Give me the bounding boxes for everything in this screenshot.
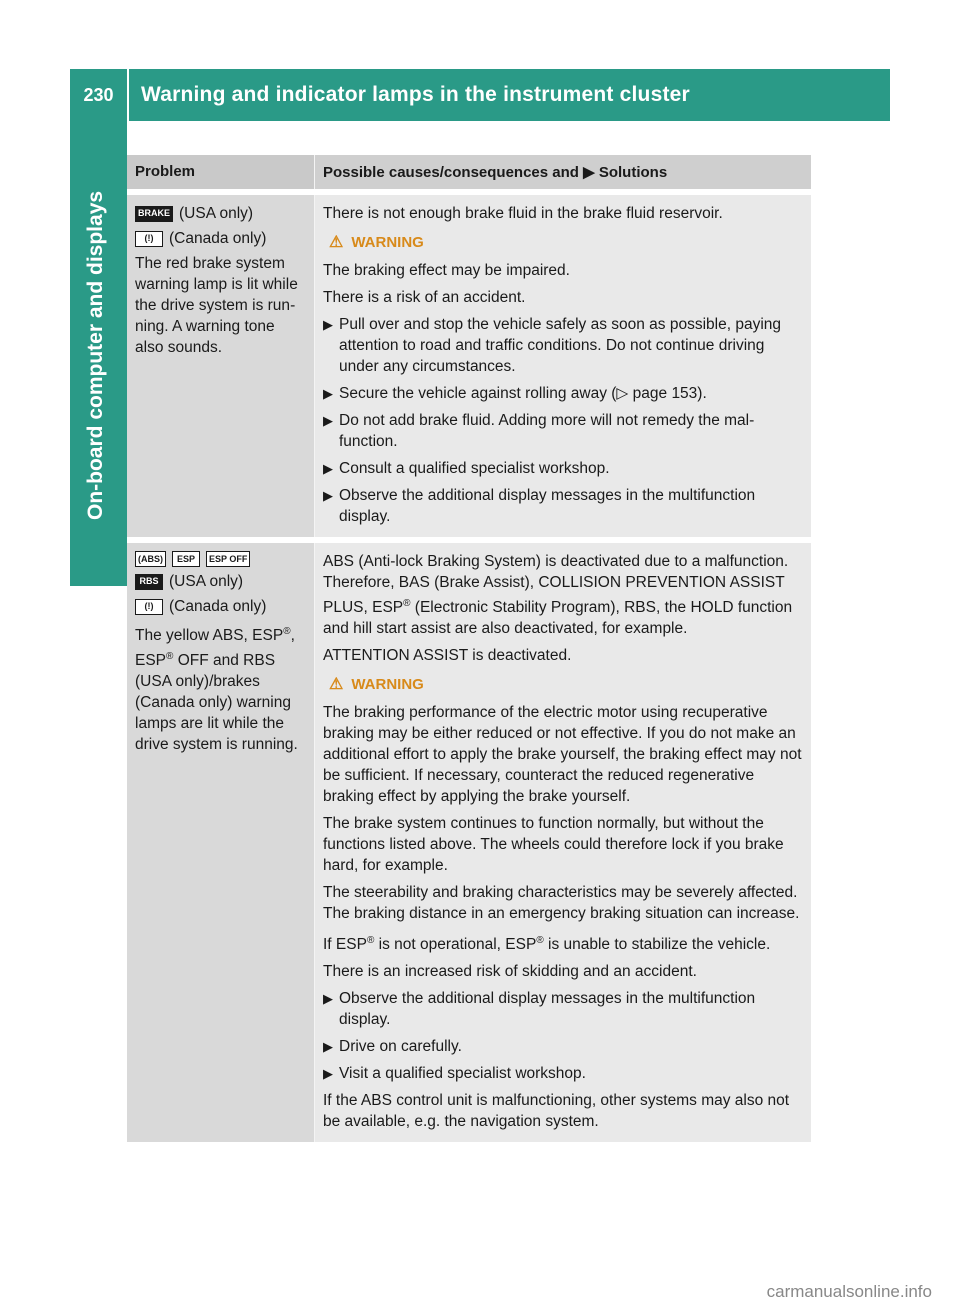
registered-mark: ®: [403, 598, 411, 609]
side-tab-label: On-board computer and displays: [84, 190, 107, 520]
warning-label: WARNING: [351, 675, 424, 693]
warning-triangle-icon: ⚠: [329, 676, 344, 694]
table-header-row: [127, 155, 811, 189]
effect-text: There is a risk of an accident.: [323, 289, 526, 306]
registered-mark: ®: [283, 626, 291, 637]
icon-caption: (Canada only): [169, 598, 267, 615]
bullet-text: Consult a qualified specialist workshop.: [339, 460, 610, 477]
header-solutions: [315, 155, 811, 189]
icon-line-canada: [135, 596, 306, 617]
problem-text: The red brake system warning lamp is lit while the drive system is running. A warning tone also sounds.: [135, 255, 298, 356]
bullet-arrow-icon: ▶: [323, 1066, 333, 1082]
list-item: [323, 988, 803, 1030]
warning-part: is not operational, ESP: [374, 936, 537, 954]
intro-part: (Electronic Stability Program), RBS, the HOLD function and hill start assist are also deactivated, for example.: [323, 599, 793, 638]
attention-text: ATTENTION ASSIST is deactivated.: [323, 647, 572, 665]
list-item: [323, 410, 803, 452]
warning-text: The steerability and braking characteristics may be severely affected. The braking distance in an emergency braking situation can increase.: [323, 884, 800, 923]
bullet-text: Drive on carefully.: [339, 1038, 462, 1056]
warning-heading: [329, 232, 803, 252]
warning-lamp-table: [127, 155, 811, 1142]
bullet-text: Do not add brake fluid. Adding more will not remedy the malfunction.: [339, 412, 755, 450]
list-item: [323, 485, 803, 527]
brake-warning-icon: (!): [135, 599, 163, 615]
warning-text: There is an increased risk of skidding and an accident.: [323, 963, 697, 981]
esp-icon: ESP: [172, 551, 200, 567]
play-arrow-icon: ▶: [583, 164, 595, 181]
icon-line-usa: [135, 203, 306, 224]
brake-icon: BRAKE: [135, 206, 173, 222]
problem-cell: [127, 195, 315, 537]
brake-warning-icon: (!): [135, 231, 163, 247]
solution-cell: [315, 543, 811, 1142]
icon-line-canada: [135, 228, 306, 249]
page-number: 230: [83, 84, 114, 105]
problem-text-part: , ESP: [135, 627, 295, 670]
bullet-arrow-icon: ▶: [323, 413, 333, 428]
solution-cell: [315, 195, 811, 537]
header-solutions-suffix: Solutions: [598, 164, 668, 181]
esp-off-icon: ESP OFF: [206, 551, 250, 567]
cause-text: There is not enough brake fluid in the brake fluid reservoir.: [323, 205, 723, 222]
list-item: [323, 458, 803, 479]
bullet-arrow-icon: ▶: [323, 317, 333, 332]
intro-text: [323, 551, 803, 639]
intro-part: ABS (Anti-lock Braking System) is deactivated due to a malfunction. Therefore, BAS (Brake Assist), COLLISION PREVENTION ASSIST PLUS, ESP: [323, 553, 789, 617]
problem-text: [135, 621, 306, 755]
header-solutions-prefix: Possible causes/consequences and: [323, 164, 579, 181]
warning-heading: [329, 674, 803, 694]
bullet-arrow-icon: ▶: [323, 461, 333, 476]
bullet-arrow-icon: ▶: [323, 1039, 333, 1055]
bullet-arrow-icon: ▶: [323, 488, 333, 503]
bullet-text: Visit a qualified specialist workshop.: [339, 1065, 586, 1083]
list-item: [323, 1063, 803, 1084]
icon-caption: (USA only): [179, 205, 254, 222]
warning-part: If ESP: [323, 936, 367, 954]
warning-part: is unable to stabilize the vehicle.: [543, 936, 771, 954]
list-item: [323, 1036, 803, 1057]
registered-mark: ®: [536, 935, 544, 947]
icon-caption: (USA only): [169, 573, 244, 590]
problem-cell: [127, 543, 315, 1142]
warning-label: WARNING: [351, 233, 424, 251]
list-item: [323, 314, 803, 377]
abs-icon: (ABS): [135, 551, 166, 567]
bullet-text: Observe the additional display messages in the multifunction display.: [339, 487, 756, 525]
page-title: Warning and indicator lamps in the instrument cluster: [141, 83, 690, 106]
bullet-arrow-icon: ▶: [323, 991, 333, 1007]
icon-line-lamps: [135, 551, 306, 567]
icon-line-usa: [135, 571, 306, 592]
watermark: carmanualsonline.info: [766, 1282, 932, 1301]
bullet-arrow-icon: ▶: [323, 386, 333, 401]
effect-text: The braking effect may be impaired.: [323, 262, 570, 279]
problem-text-part: The yellow ABS, ESP: [135, 627, 284, 645]
bullet-text: Pull over and stop the vehicle safely as soon as possible, paying attention to road and traffic conditions. Do not continue driving under any circumstances.: [339, 316, 782, 375]
warning-text: [323, 930, 803, 955]
icon-caption: (Canada only): [169, 230, 267, 247]
table-row: [127, 195, 811, 537]
table-row: [127, 543, 811, 1142]
footer-text: If the ABS control unit is malfunctioning, other systems may also not be available, e.g. the navigation system.: [323, 1092, 790, 1131]
list-item: [323, 383, 803, 404]
warning-triangle-icon: ⚠: [329, 234, 344, 251]
warning-text: The braking performance of the electric motor using recuperative braking may be either reduced or not effective. If you do not make an additional effort to apply the brake yourself, the braking effect may not be sufficient. If necessary, counteract the reduced regenerative braking effect by applying the brake yourself.: [323, 704, 802, 806]
warning-text: The brake system continues to function normally, but without the functions listed above. The wheels could therefore lock if you brake hard, for example.: [323, 815, 784, 875]
registered-mark: ®: [366, 935, 375, 947]
page-header: [70, 69, 890, 121]
bullet-text: Secure the vehicle against rolling away (▷ page 153).: [339, 385, 707, 402]
rbs-icon: RBS: [135, 574, 163, 590]
header-problem: Problem: [127, 155, 315, 189]
registered-mark: ®: [166, 651, 174, 663]
bullet-text: Observe the additional display messages in the multifunction display.: [339, 990, 756, 1029]
problem-text-part: OFF and RBS (USA only)/brakes (Canada only) warning lamps are lit while the drive system is running.: [135, 652, 298, 754]
